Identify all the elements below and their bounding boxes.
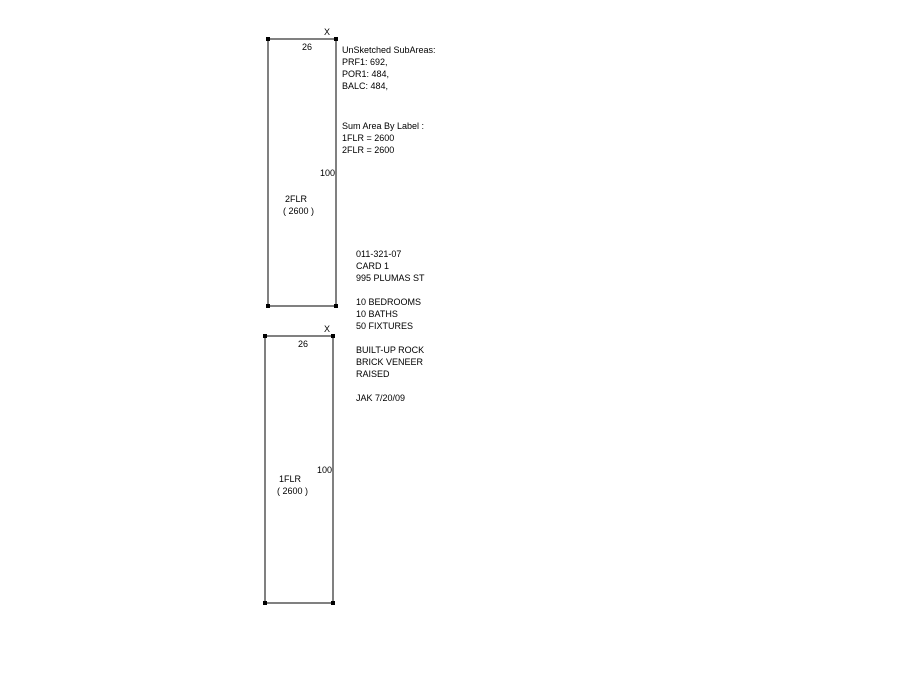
lower-area-label: 1FLR — [279, 474, 302, 484]
lower-corner-bl — [263, 601, 267, 605]
baths-count: 10 BATHS — [356, 309, 398, 319]
sum-area-item: 2FLR = 2600 — [342, 145, 395, 155]
parcel-number: 011-321-07 — [356, 249, 402, 259]
unsketched-heading: UnSketched SubAreas: — [342, 45, 436, 55]
upper-height-label: 100 — [320, 168, 336, 178]
lower-corner-br — [331, 601, 335, 605]
lower-area-value: ( 2600 ) — [277, 486, 309, 496]
foundation-type: RAISED — [356, 369, 390, 379]
appraiser-date: JAK 7/20/09 — [356, 393, 406, 403]
lower-corner-tl — [263, 334, 267, 338]
bedrooms-count: 10 BEDROOMS — [356, 297, 422, 307]
unsketched-item: BALC: 484, — [342, 81, 389, 91]
lower-width-label: 26 — [298, 339, 309, 349]
roof-type: BUILT-UP ROCK — [356, 345, 425, 355]
upper-corner-br — [334, 304, 338, 308]
fixtures-count: 50 FIXTURES — [356, 321, 414, 331]
upper-area-value: ( 2600 ) — [283, 206, 315, 216]
upper-corner-bl — [266, 304, 270, 308]
sum-area-item: 1FLR = 2600 — [342, 133, 395, 143]
unsketched-item: PRF1: 692, — [342, 57, 388, 67]
upper-start-marker: X — [324, 27, 331, 37]
upper-corner-tl — [266, 37, 270, 41]
unsketched-item: POR1: 484, — [342, 69, 390, 79]
lower-height-label: 100 — [317, 465, 333, 475]
upper-area-label: 2FLR — [285, 194, 308, 204]
card-number: CARD 1 — [356, 261, 390, 271]
upper-corner-tr — [334, 37, 338, 41]
sum-area-heading: Sum Area By Label : — [342, 121, 425, 131]
upper-width-label: 26 — [302, 42, 313, 52]
property-address: 995 PLUMAS ST — [356, 273, 425, 283]
exterior-type: BRICK VENEER — [356, 357, 424, 367]
lower-start-marker: X — [324, 324, 331, 334]
lower-corner-tr — [331, 334, 335, 338]
